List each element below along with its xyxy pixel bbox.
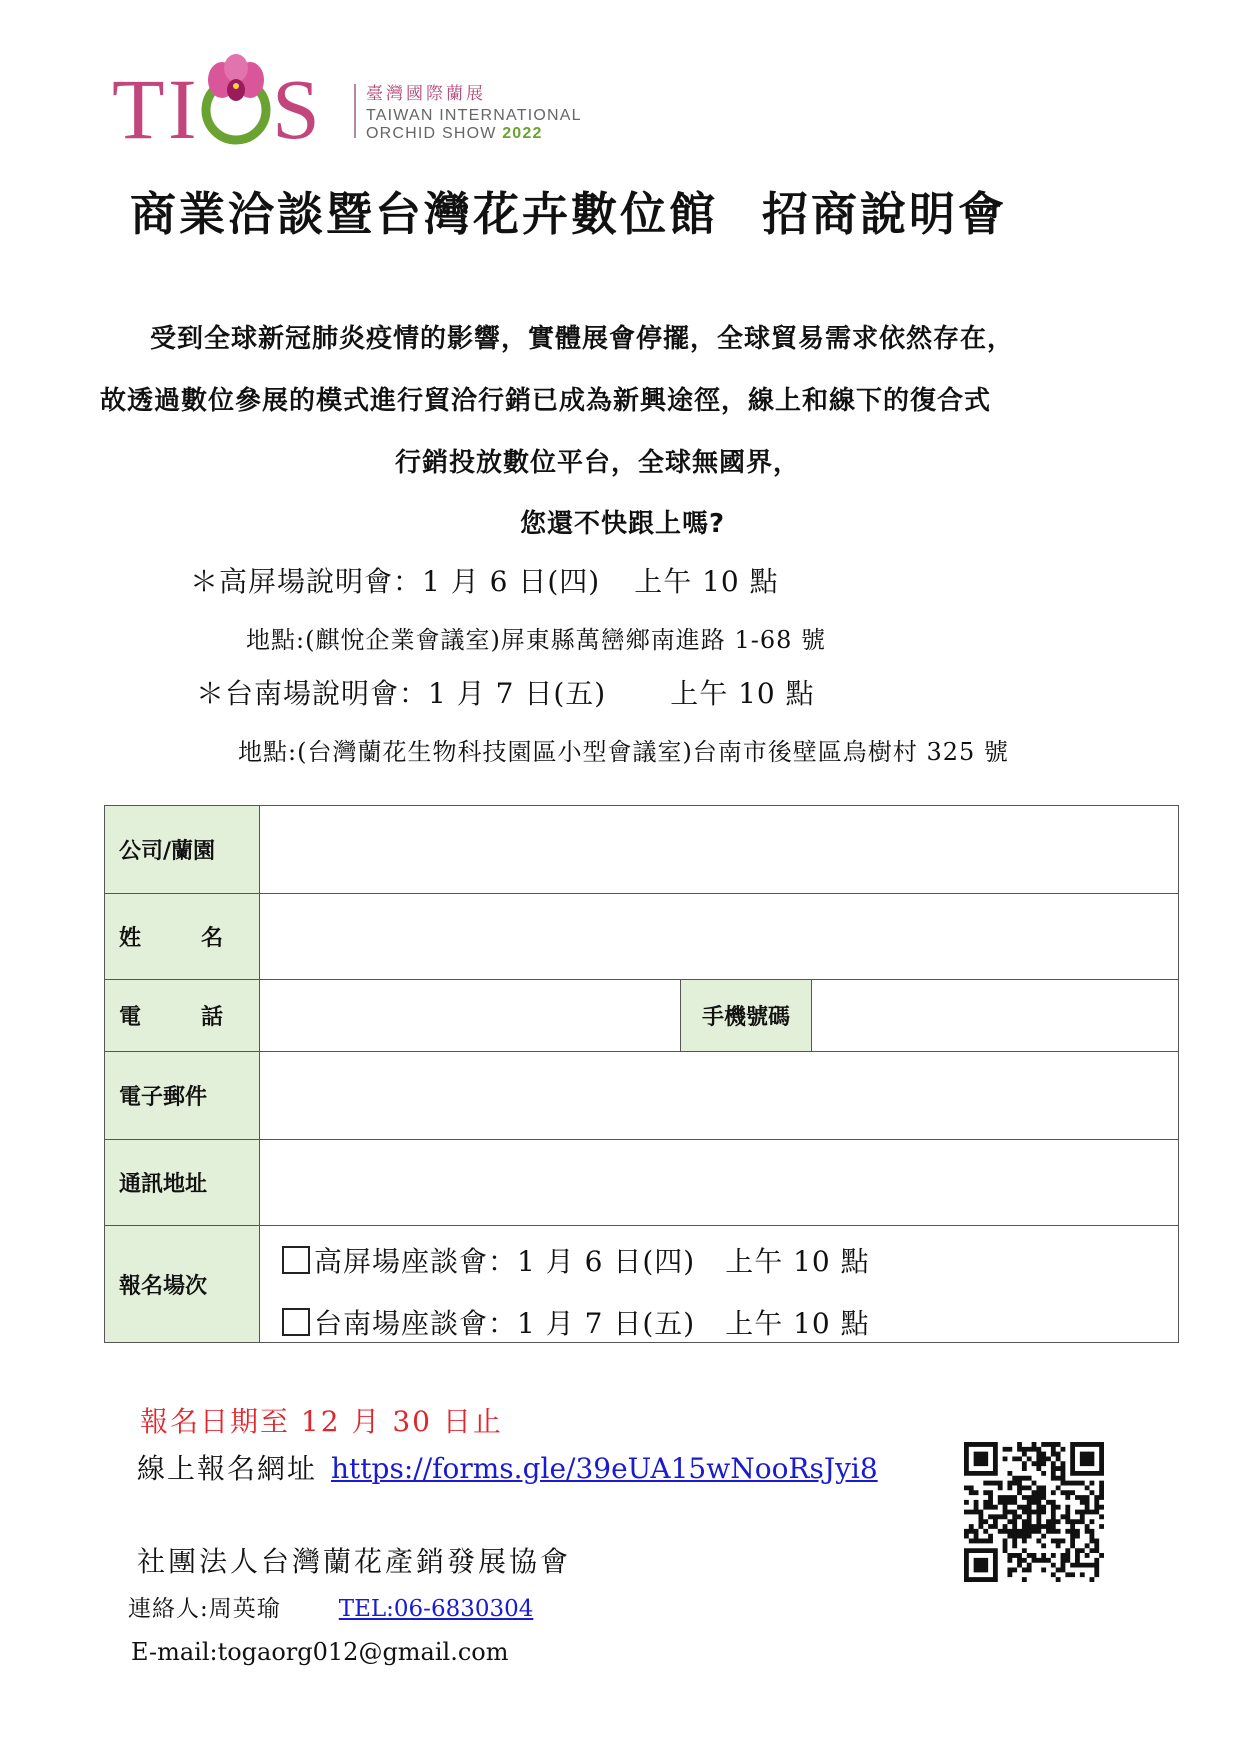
logo-divider xyxy=(354,84,356,138)
page-title xyxy=(130,178,1170,244)
intro-line-2: 故透過數位參展的模式進行貿洽行銷已成為新興途徑，線上和線下的復合式 xyxy=(100,386,992,416)
phone-label: 電 話 xyxy=(105,980,260,1052)
orchid-logo-icon xyxy=(112,54,342,150)
venue-tainan: 地點:(台灣蘭花生物科技園區小型會議室)台南市後壁區烏樹村 325 號 xyxy=(238,738,1009,766)
email-field[interactable] xyxy=(260,1052,1179,1140)
option-tainan[interactable]: 台南場座談會：1 月 7 日(五) 上午 10 點 xyxy=(260,1302,1178,1342)
mobile-field[interactable] xyxy=(812,980,1179,1052)
svg-text:I: I xyxy=(168,61,197,150)
svg-text:T: T xyxy=(112,61,167,150)
registration-form xyxy=(104,805,1179,1343)
mobile-label: 手機號碼 xyxy=(681,980,812,1052)
session-time: 上午 10 點 xyxy=(670,677,815,710)
intro-line-3: 行銷投放數位平台，全球無國界， xyxy=(395,448,801,478)
company-label: 公司/蘭園 xyxy=(105,806,260,894)
address-field[interactable] xyxy=(260,1140,1179,1226)
organization-name: 社團法人台灣蘭花產銷發展協會 xyxy=(137,1545,572,1578)
signup-link[interactable]: https://forms.gle/39eUA15wNooRsJyi8 xyxy=(331,1452,878,1485)
option-kaoping[interactable]: 高屏場座談會：1 月 6 日(四) 上午 10 點 xyxy=(260,1240,1178,1280)
venue-kaoping: 地點:(麒悅企業會議室)屏東縣萬巒鄉南進路 1-68 號 xyxy=(246,626,826,654)
logo-chinese-name: 臺灣國際蘭展 xyxy=(366,84,486,104)
svg-text:S: S xyxy=(272,61,320,150)
contact-info: 連絡人:周英瑜 TEL:06-6830304 xyxy=(128,1596,534,1622)
intro-line-4: 您還不快跟上嗎? xyxy=(520,509,726,539)
name-label: 姓 名 xyxy=(105,894,260,980)
online-signup: 線上報名網址 https://forms.gle/39eUA15wNooRsJyi8 xyxy=(137,1452,878,1485)
logo-text xyxy=(366,86,582,142)
signup-session-label: 報名場次 xyxy=(105,1226,260,1343)
session-tainan: ＊台南場說明會：1 月 7 日(五) 上午 10 點 xyxy=(196,677,815,710)
company-field[interactable] xyxy=(260,806,1179,894)
logo-english-line1: TAIWAN INTERNATIONAL xyxy=(366,107,582,124)
name-field[interactable] xyxy=(260,894,1179,980)
email-label: 電子郵件 xyxy=(105,1052,260,1140)
logo-year: 2022 xyxy=(502,125,543,142)
title-part1: 商業洽談暨台灣花卉數位館 xyxy=(130,187,718,241)
qr-code-icon xyxy=(964,1442,1104,1582)
intro-line-1: 受到全球新冠肺炎疫情的影響，實體展會停擺，全球貿易需求依然存在， xyxy=(150,324,1015,354)
title-part2: 招商說明會 xyxy=(762,187,1007,241)
deadline-text: 報名日期至 12 月 30 日止 xyxy=(140,1405,503,1438)
address-label: 通訊地址 xyxy=(105,1140,260,1226)
tios-logo xyxy=(112,54,632,150)
logo-english-line2: ORCHID SHOW 2022 xyxy=(366,125,543,142)
checkbox-icon[interactable] xyxy=(282,1308,310,1336)
phone-field[interactable] xyxy=(260,980,681,1052)
session-time: 上午 10 點 xyxy=(634,565,779,598)
signup-session-options xyxy=(260,1226,1179,1343)
session-kaoping: ＊高屏場說明會：1 月 6 日(四) 上午 10 點 xyxy=(190,565,779,598)
tel-link[interactable]: TEL:06-6830304 xyxy=(338,1596,534,1622)
contact-email: E-mail:togaorg012@gmail.com xyxy=(131,1638,509,1666)
checkbox-icon[interactable] xyxy=(282,1246,310,1274)
